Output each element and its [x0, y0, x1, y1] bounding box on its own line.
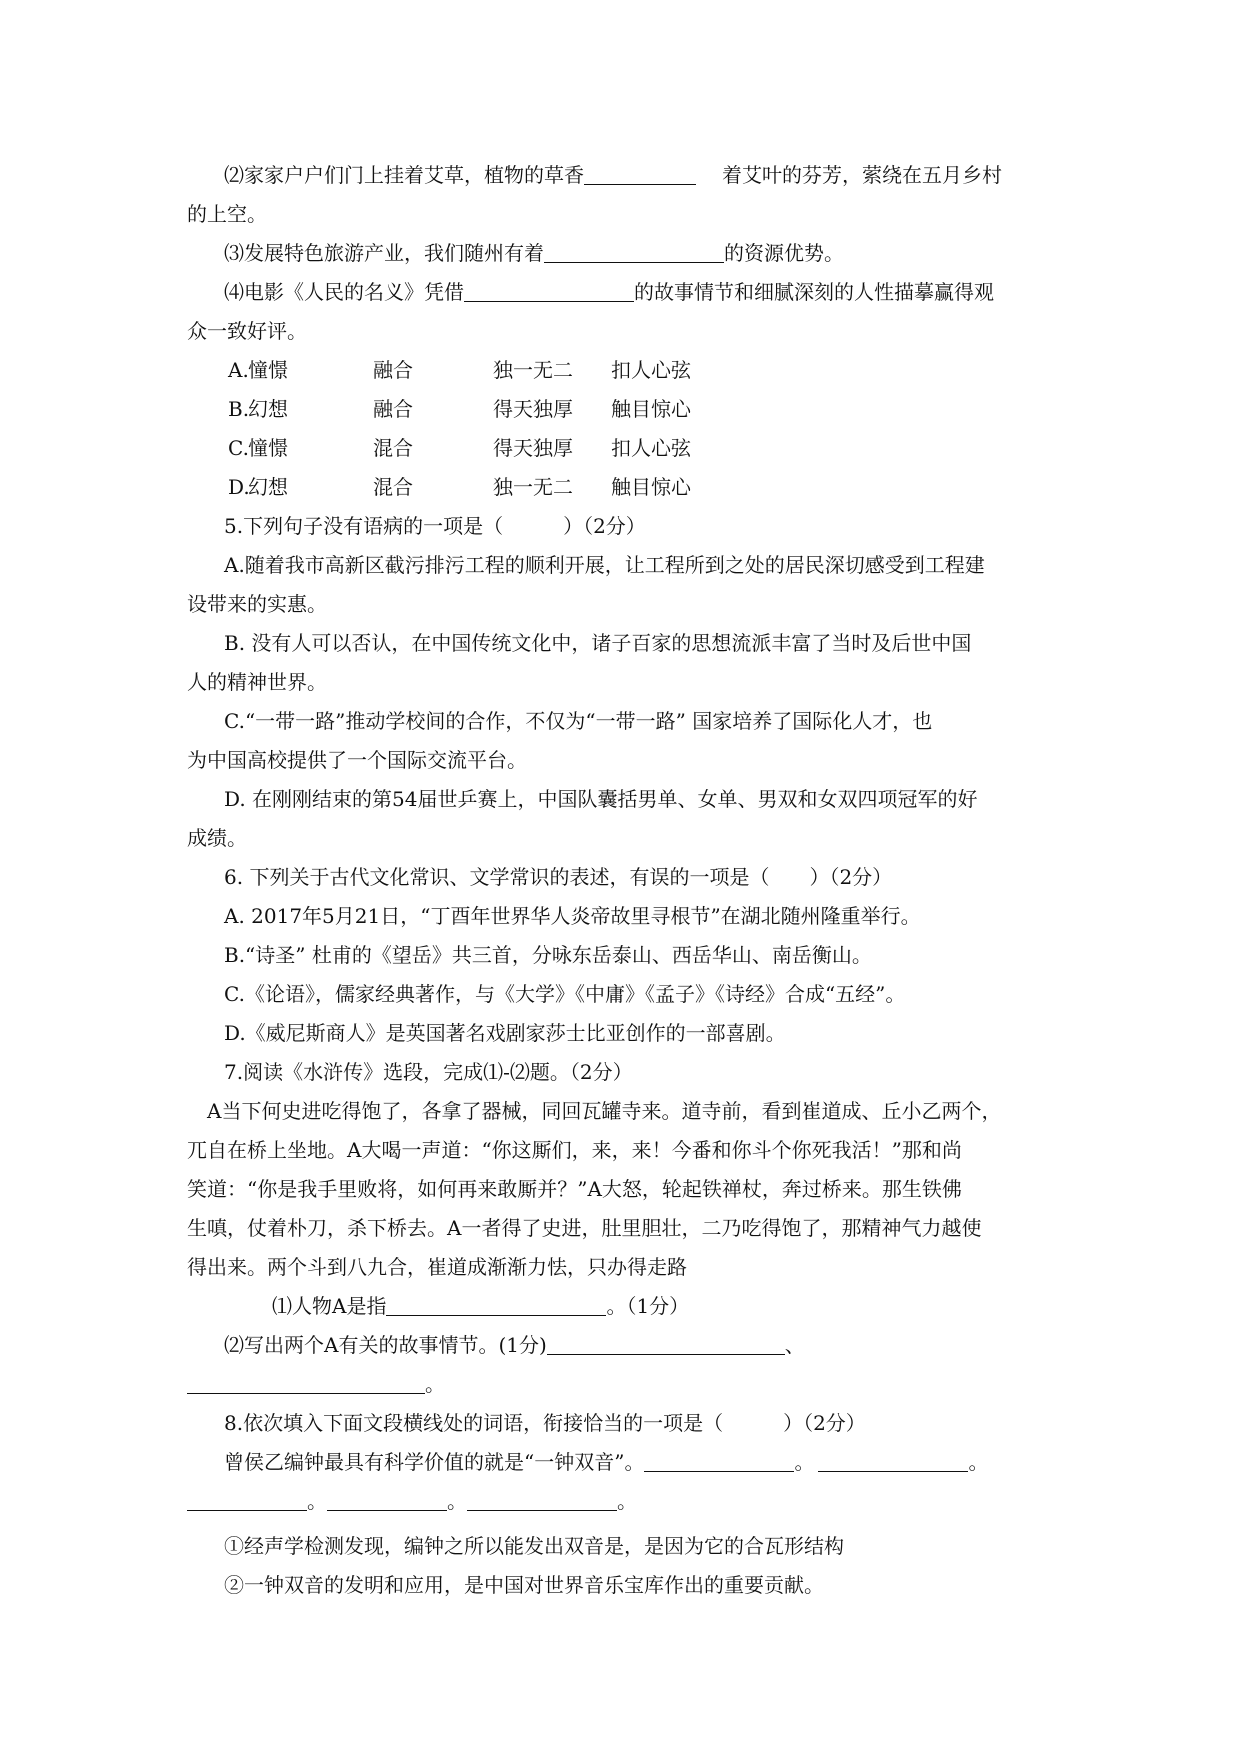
q7-passage-line-3: 笑道：“你是我手里败将，如何再来敢厮并？”A大怒，轮起铁禅杖，奔过桥来。那生铁佛	[187, 1177, 962, 1201]
q6-option-b[interactable]: B.“诗圣” 杜甫的《望岳》共三首，分咏东岳泰山、西岳华山、南岳衡山。	[224, 943, 872, 967]
q6-option-a[interactable]: A. 2017年5月21日，“丁酉年世界华人炎帝故里寻根节”在湖北随州隆重举行。	[224, 904, 921, 928]
q5-option-d-line-1[interactable]: D. 在刚刚结束的第54届世乒赛上，中国队囊括男单、女单、男双和女双四项冠军的好	[224, 787, 978, 811]
q7-sub-1: ⑴人物A是指 。（1分）	[272, 1294, 690, 1318]
q8-item-1: ①经声学检测发现，编钟之所以能发出双音是，是因为它的合瓦形结构	[224, 1534, 844, 1558]
q8-item-2: ②一钟双音的发明和应用，是中国对世界音乐宝库作出的重要贡献。	[224, 1573, 824, 1597]
q7-passage-line-4: 生嗔，仗着朴刀，杀下桥去。A一者得了史进，肚里胆壮，二乃吃得饱了，那精神气力越使	[187, 1216, 982, 1240]
q5-option-b-line-2: 人的精神世界。	[187, 670, 327, 694]
q4-option-c[interactable]: C.憧憬 混合 得天独厚 扣人心弦	[228, 436, 691, 460]
q4-option-b[interactable]: B.幻想 融合 得天独厚 触目惊心	[228, 397, 691, 421]
q8-blank-1[interactable]	[644, 1451, 794, 1472]
q8-blank-2[interactable]	[818, 1451, 968, 1472]
q7-sub-2-line-2: 。	[187, 1372, 445, 1396]
q6-option-c[interactable]: C.《论语》，儒家经典著作，与《大学》《中庸》《孟子》《诗经》合成“五经”。	[224, 982, 906, 1006]
q4-option-d[interactable]: D.幻想 混合 独一无二 触目惊心	[228, 475, 691, 499]
q7-stem: 7.阅读《水浒传》选段，完成⑴-⑵题。（2分）	[224, 1060, 633, 1084]
q7-sub-2-line-1: ⑵写出两个A有关的故事情节。(1分) 、	[224, 1333, 805, 1357]
q4-blank-4[interactable]	[464, 281, 634, 302]
q4-blank-3[interactable]	[544, 242, 724, 263]
q4-sentence-2-line-2: 的上空。	[187, 202, 267, 226]
q5-stem: 5.下列句子没有语病的一项是（ ）（2分）	[224, 514, 646, 538]
q4-option-a[interactable]: A.憧憬 融合 独一无二 扣人心弦	[228, 358, 691, 382]
q7-passage-line-5: 得出来。两个斗到八九合，崔道成渐渐力怯，只办得走路	[187, 1255, 687, 1279]
q8-blank-4[interactable]	[327, 1490, 447, 1511]
q8-passage-line-2: 。 。 。	[187, 1489, 637, 1513]
q8-passage-line-1: 曾侯乙编钟最具有科学价值的就是“一钟双音”。 。 。	[224, 1450, 989, 1474]
q5-option-a-line-2: 设带来的实惠。	[187, 592, 327, 616]
q7-blank-1[interactable]	[386, 1295, 606, 1316]
q4-sentence-4-line-1: ⑷电影《人民的名义》凭借 的故事情节和细腻深刻的人性描摹赢得观	[224, 280, 994, 304]
q5-option-a-line-1[interactable]: A.随着我市高新区截污排污工程的顺利开展，让工程所到之处的居民深切感受到工程建	[224, 553, 985, 577]
q5-option-c-line-2: 为中国高校提供了一个国际交流平台。	[187, 748, 527, 772]
q6-stem: 6. 下列关于古代文化常识、文学常识的表述，有误的一项是（ ）（2分）	[224, 865, 893, 889]
q8-blank-5[interactable]	[467, 1490, 617, 1511]
q4-sentence-4-line-2: 众一致好评。	[187, 319, 307, 343]
q7-blank-2a[interactable]	[547, 1334, 785, 1355]
q6-option-d[interactable]: D.《威尼斯商人》是英国著名戏剧家莎士比亚创作的一部喜剧。	[224, 1021, 786, 1045]
q4-sentence-2-line-1: ⑵家家户户们门上挂着艾草，植物的草香 着艾叶的芬芳，萦绕在五月乡村	[224, 163, 1002, 187]
q7-blank-2b[interactable]	[187, 1373, 425, 1394]
q7-passage-line-1: A当下何史进吃得饱了，各拿了器械，同回瓦罐寺来。道寺前，看到崔道成、丘小乙两个，	[207, 1099, 1002, 1123]
q4-sentence-3: ⑶发展特色旅游产业，我们随州有着 的资源优势。	[224, 241, 844, 265]
q4-blank-2[interactable]	[584, 164, 696, 185]
q5-option-b-line-1[interactable]: B. 没有人可以否认，在中国传统文化中，诸子百家的思想流派丰富了当时及后世中国	[224, 631, 972, 655]
q8-blank-3[interactable]	[187, 1490, 307, 1511]
q7-passage-line-2: 兀自在桥上坐地。A大喝一声道：“你这厮们，来，来！今番和你斗个你死我活！”那和尚	[187, 1138, 962, 1162]
q5-option-d-line-2: 成绩。	[187, 826, 247, 850]
q8-stem: 8.依次填入下面文段横线处的词语，衔接恰当的一项是（ ）（2分）	[224, 1411, 866, 1435]
q5-option-c-line-1[interactable]: C.“一带一路”推动学校间的合作，不仅为“一带一路” 国家培养了国际化人才，也	[224, 709, 933, 733]
